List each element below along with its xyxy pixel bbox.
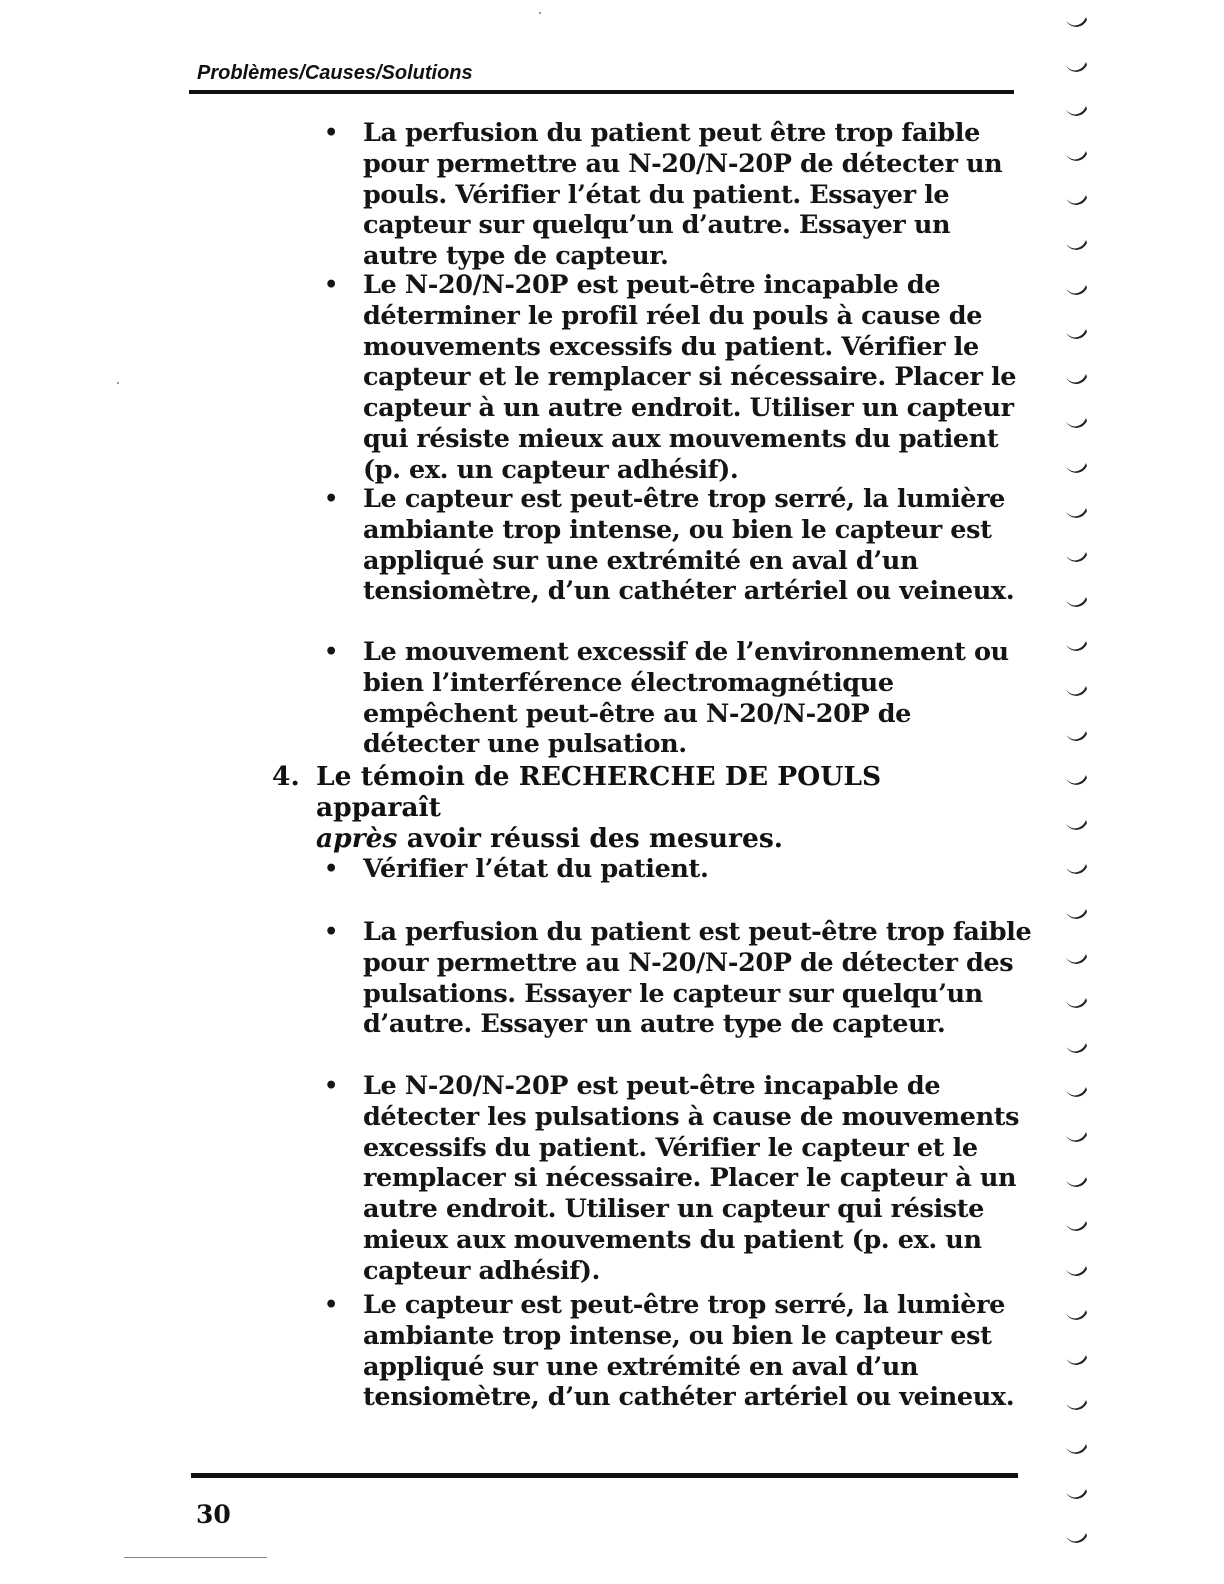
list-item bbox=[324, 1290, 1033, 1413]
binding-mark-icon bbox=[1064, 192, 1090, 208]
binding-mark-icon bbox=[1064, 1307, 1090, 1323]
bullet-dot: • bbox=[324, 272, 338, 298]
binding-mark-icon bbox=[1064, 59, 1090, 75]
list-item bbox=[324, 484, 1033, 607]
bullet-dot: • bbox=[324, 486, 338, 512]
running-header: Problèmes/Causes/Solutions bbox=[197, 62, 473, 84]
heading-text: Le témoin de RECHERCHE DE POULS apparaît bbox=[316, 761, 882, 823]
bullet-text: La perfusion du patient peut être trop faible pour permettre au N-20/N-20P de détecter un pouls. Vérifier l’état du patient. Essayer le capteur sur quelqu’un d’autre. Essayer un autre type de capteur. bbox=[363, 118, 1003, 272]
section-number: 4. bbox=[272, 761, 300, 792]
binding-mark-icon bbox=[1064, 505, 1090, 521]
binding-mark-icon bbox=[1064, 326, 1090, 342]
binding-mark-icon bbox=[1064, 103, 1090, 119]
binding-mark-icon bbox=[1064, 1352, 1090, 1368]
list-item bbox=[324, 118, 1033, 272]
binding-mark-icon bbox=[1064, 1174, 1090, 1190]
binding-mark-icon bbox=[1064, 817, 1090, 833]
bullet-text: Vérifier l’état du patient. bbox=[363, 854, 709, 884]
bullet-text: Le N-20/N-20P est peut-être incapable de détecter les pulsations à cause de mouvements excessifs du patient. Vérifier le capteur et le remplacer si nécessaire. Placer le capteur à un autre endroit. Utiliser un capteur qui résiste mieux aux mouvements du patient (p. ex. un capteur adhésif). bbox=[363, 1071, 1020, 1286]
binding-mark-icon bbox=[1064, 1218, 1090, 1234]
list-item bbox=[324, 270, 1033, 486]
binding-mark-icon bbox=[1064, 549, 1090, 565]
binding-mark-icon bbox=[1064, 683, 1090, 699]
binding-mark-icon bbox=[1064, 460, 1090, 476]
binding-mark-icon bbox=[1064, 371, 1090, 387]
bullet-dot: • bbox=[324, 1073, 338, 1099]
bullet-dot: • bbox=[324, 1292, 338, 1318]
binding-mark-icon bbox=[1064, 951, 1090, 967]
bullet-dot: • bbox=[324, 639, 338, 665]
footer-rule bbox=[191, 1473, 1018, 1478]
bullet-text: Le capteur est peut-être trop serré, la lumière ambiante trop intense, ou bien le capteur est appliqué sur une extrémité en aval d’un tensiomètre, d’un cathéter artériel ou veineux. bbox=[363, 484, 1015, 607]
list-item bbox=[324, 917, 1033, 1040]
binding-mark-icon bbox=[1064, 1263, 1090, 1279]
heading-emphasis: après bbox=[316, 823, 398, 854]
binding-mark-icon bbox=[1064, 148, 1090, 164]
binding-mark-icon bbox=[1064, 1486, 1090, 1502]
binding-mark-icon bbox=[1064, 906, 1090, 922]
bullet-text: Le mouvement excessif de l’environnement ou bien l’interférence électromagnétique empêchent peut-être au N-20/N-20P de détecter une pulsation. bbox=[363, 637, 1009, 760]
bullet-dot: • bbox=[324, 120, 338, 146]
binding-mark-icon bbox=[1064, 861, 1090, 877]
binding-mark-icon bbox=[1064, 1084, 1090, 1100]
bullet-text: Le capteur est peut-être trop serré, la lumière ambiante trop intense, ou bien le capteur est appliqué sur une extrémité en aval d’un tensiomètre, d’un cathéter artériel ou veineux. bbox=[363, 1290, 1015, 1413]
binding-mark-icon bbox=[1064, 728, 1090, 744]
binding-mark-icon bbox=[1064, 415, 1090, 431]
footer-underline bbox=[124, 1557, 267, 1558]
binding-mark-icon bbox=[1064, 14, 1090, 30]
binding-mark-icon bbox=[1064, 1040, 1090, 1056]
binding-marks bbox=[1064, 0, 1104, 1584]
list-item bbox=[324, 854, 1033, 885]
bullet-dot: • bbox=[324, 856, 338, 882]
binding-mark-icon bbox=[1064, 1530, 1090, 1546]
list-item bbox=[324, 1071, 1033, 1287]
binding-mark-icon bbox=[1064, 594, 1090, 610]
binding-mark-icon bbox=[1064, 1441, 1090, 1457]
binding-mark-icon bbox=[1064, 638, 1090, 654]
scan-speck bbox=[117, 382, 119, 384]
bullet-dot: • bbox=[324, 919, 338, 945]
binding-mark-icon bbox=[1064, 995, 1090, 1011]
page-number: 30 bbox=[196, 1500, 231, 1529]
binding-mark-icon bbox=[1064, 237, 1090, 253]
binding-mark-icon bbox=[1064, 772, 1090, 788]
header-rule bbox=[189, 90, 1014, 94]
bullet-text: La perfusion du patient est peut-être trop faible pour permettre au N-20/N-20P de détecter des pulsations. Essayer le capteur sur quelqu’un d’autre. Essayer un autre type de capteur. bbox=[363, 917, 1032, 1040]
bullet-text: Le N-20/N-20P est peut-être incapable de déterminer le profil réel du pouls à cause de mouvements excessifs du patient. Vérifier le capteur et le remplacer si nécessaire. Placer le capteur à un autre endroit. Utiliser un capteur qui résiste mieux aux mouvements du patient (p. ex. un capteur adhésif). bbox=[363, 270, 1017, 485]
binding-mark-icon bbox=[1064, 1397, 1090, 1413]
scan-speck bbox=[539, 12, 541, 14]
heading-text-cont: avoir réussi des mesures. bbox=[406, 823, 783, 854]
list-item bbox=[324, 637, 1033, 760]
binding-mark-icon bbox=[1064, 282, 1090, 298]
binding-mark-icon bbox=[1064, 1129, 1090, 1145]
